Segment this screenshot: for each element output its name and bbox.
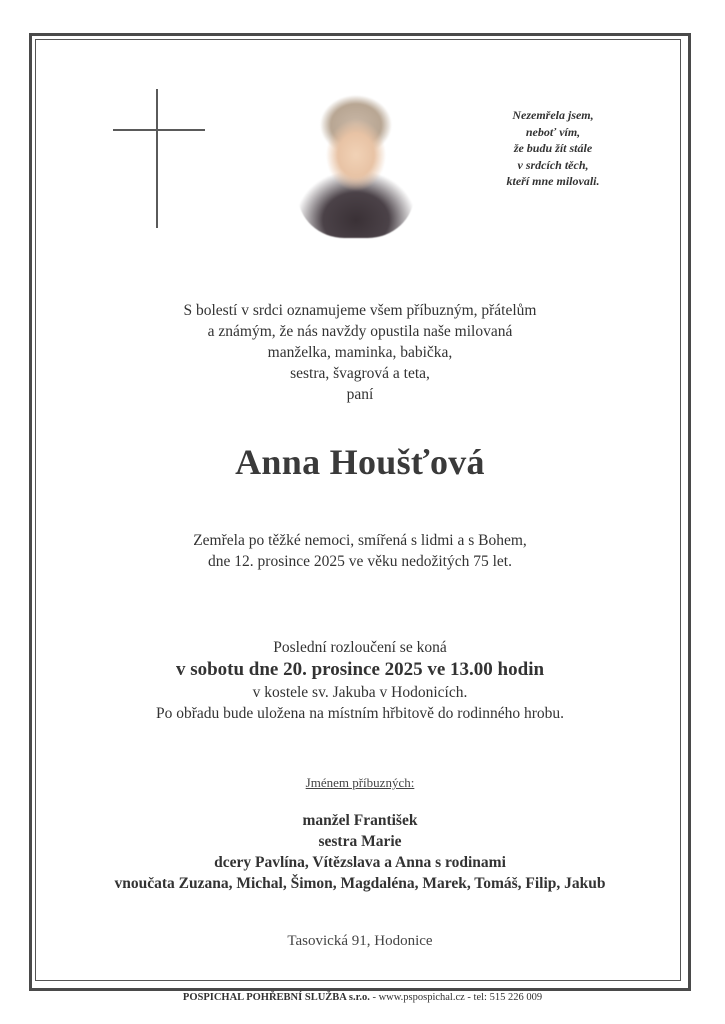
death-line: dne 12. prosince 2025 ve věku nedožitých 75 let. bbox=[208, 553, 512, 570]
cross-vertical-bar bbox=[156, 89, 158, 228]
relative-line: manžel František bbox=[302, 812, 418, 829]
relatives-label: Jménem příbuzných: bbox=[305, 775, 415, 790]
funeral-datetime: v sobotu dne 20. prosince 2025 ve 13.00 hodin bbox=[175, 659, 545, 680]
motto-line: neboť vím, bbox=[525, 124, 581, 139]
announcement-intro bbox=[35, 300, 685, 405]
motto-quote bbox=[478, 107, 628, 190]
death-details bbox=[35, 530, 685, 572]
intro-line: manželka, maminka, babička, bbox=[267, 344, 453, 361]
death-line: Zemřela po těžké nemoci, smířená s lidmi a s Bohem, bbox=[193, 532, 527, 549]
motto-line: kteří mne milovali. bbox=[506, 174, 600, 188]
motto-line: Nezemřela jsem, bbox=[512, 108, 594, 122]
footer-contact: - www.pspospichal.cz - tel: 515 226 009 bbox=[369, 992, 543, 1003]
footer bbox=[0, 992, 725, 1003]
footer-company: POSPICHAL POHŘEBNÍ SLUŽBA s.r.o. bbox=[182, 992, 370, 1003]
intro-line: a známým, že nás navždy opustila naše milovaná bbox=[207, 323, 513, 340]
cross-horizontal-bar bbox=[113, 129, 205, 131]
relative-line: sestra Marie bbox=[318, 833, 402, 850]
relative-line: dcery Pavlína, Vítězslava a Anna s rodinami bbox=[214, 854, 506, 871]
funeral-details bbox=[35, 637, 685, 724]
motto-line: že budu žít stále bbox=[513, 141, 593, 155]
relative-line: vnoučata Zuzana, Michal, Šimon, Magdaléna, Marek, Tomáš, Filip, Jakub bbox=[114, 875, 606, 892]
family-address: Tasovická 91, Hodonice bbox=[287, 933, 433, 949]
intro-line: S bolestí v srdci oznamujeme všem příbuzným, přátelům bbox=[183, 302, 537, 319]
intro-line: paní bbox=[346, 386, 374, 403]
deceased-name: Anna Houšťová bbox=[235, 442, 485, 482]
intro-line: sestra, švagrová a teta, bbox=[290, 365, 430, 382]
funeral-burial: Po obřadu bude uložena na místním hřbitově do rodinného hrobu. bbox=[155, 705, 565, 722]
funeral-place: v kostele sv. Jakuba v Hodonicích. bbox=[252, 684, 468, 701]
motto-line: v srdcích těch, bbox=[517, 157, 589, 172]
relatives-list bbox=[35, 810, 685, 894]
portrait-photo bbox=[298, 95, 414, 238]
funeral-intro: Poslední rozloučení se koná bbox=[273, 639, 447, 656]
